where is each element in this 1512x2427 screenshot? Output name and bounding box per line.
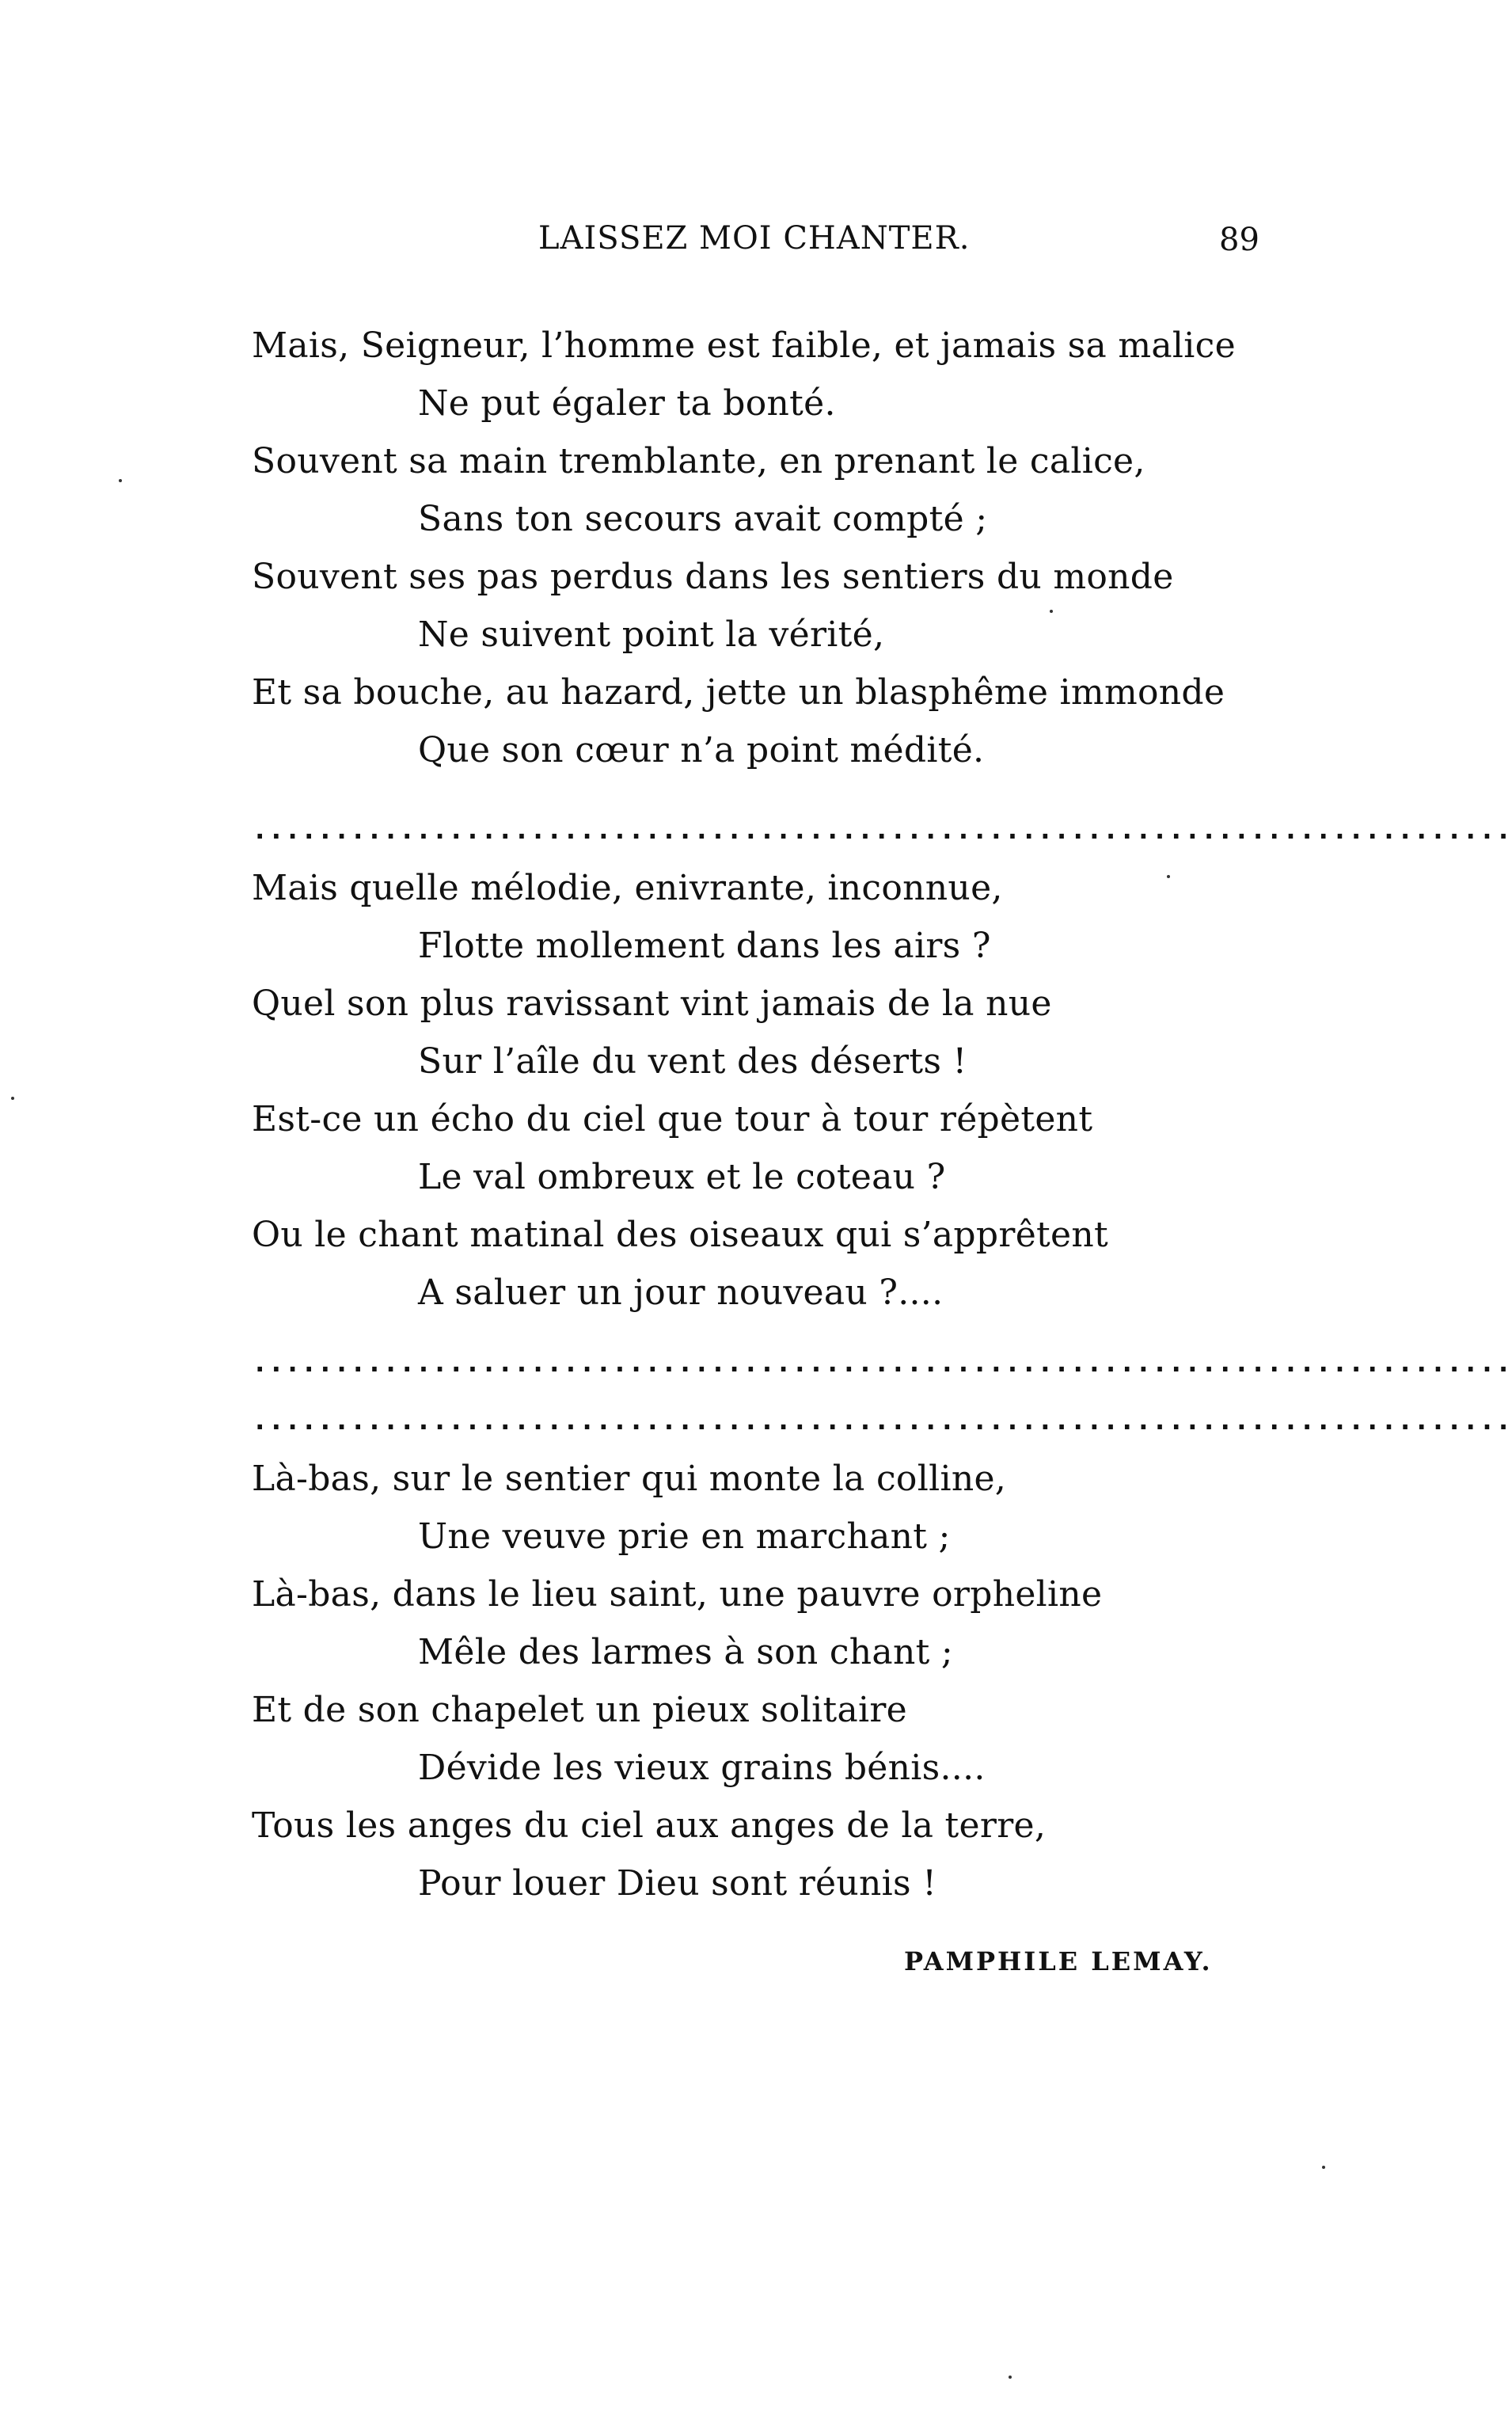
verse-line: Et de son chapelet un pieux solitaire — [252, 1690, 908, 1730]
verse-line: Souvent ses pas perdus dans les sentiers du monde — [252, 557, 1174, 597]
spacer — [252, 1322, 1281, 1334]
dotted-separator: ............................................................................. — [252, 1405, 1512, 1436]
poem-body — [252, 317, 1512, 1912]
paper-speck — [11, 1097, 14, 1100]
verse-line: Ou le chant matinal des oiseaux qui s’apprêtent — [252, 1215, 1108, 1255]
paper-speck — [1050, 610, 1053, 613]
page-number: 89 — [1219, 222, 1259, 258]
verse-line: A saluer un jour nouveau ?.... — [418, 1272, 944, 1313]
verse-line: Ne suivent point la vérité, — [418, 614, 885, 655]
paper-speck — [1322, 2166, 1325, 2169]
spacer — [252, 779, 1281, 801]
verse-line: Flotte mollement dans les airs ? — [418, 926, 991, 966]
running-title: LAISSEZ MOI CHANTER. — [538, 220, 971, 257]
verse-line: Sans ton secours avait compté ; — [418, 499, 988, 539]
verse-line: Là-bas, dans le lieu saint, une pauvre orpheline — [252, 1574, 1103, 1615]
verse-line: Mêle des larmes à son chant ; — [418, 1632, 953, 1672]
verse-line: Là-bas, sur le sentier qui monte la colline, — [252, 1459, 1007, 1499]
verse-line: Mais quelle mélodie, enivrante, inconnue, — [252, 868, 1003, 908]
dotted-separator: ............................................................................. — [252, 814, 1512, 846]
verse-line: Pour louer Dieu sont réunis ! — [418, 1863, 937, 1904]
paper-speck — [1009, 2376, 1012, 2379]
verse-line: Tous les anges du ciel aux anges de la terre, — [252, 1805, 1047, 1846]
verse-line: Dévide les vieux grains bénis.... — [418, 1748, 986, 1788]
verse-line: Et sa bouche, au hazard, jette un blasphême immonde — [252, 672, 1225, 713]
stanza-2 — [252, 859, 1281, 1322]
verse-line: Sur l’aîle du vent des déserts ! — [418, 1041, 967, 1082]
verse-line: Mais, Seigneur, l’homme est faible, et jamais sa malice — [252, 325, 1236, 366]
verse-line: Ne put égaler ta bonté. — [418, 383, 836, 424]
author-signature: PAMPHILE LEMAY. — [904, 1946, 1213, 1976]
paper-speck — [119, 479, 122, 482]
verse-line: Que son cœur n’a point médité. — [418, 730, 985, 770]
dotted-separator: ............................................................................. — [252, 1347, 1512, 1379]
verse-line: Est-ce un écho du ciel que tour à tour répètent — [252, 1099, 1093, 1139]
verse-line: Une veuve prie en marchant ; — [418, 1516, 951, 1557]
verse-line: Souvent sa main tremblante, en prenant le calice, — [252, 441, 1145, 481]
verse-line: Le val ombreux et le coteau ? — [418, 1157, 946, 1197]
stanza-3 — [252, 1450, 1281, 1912]
paper-speck — [1167, 875, 1170, 878]
stanza-1 — [252, 317, 1281, 779]
verse-line: Quel son plus ravissant vint jamais de la nue — [252, 983, 1052, 1024]
